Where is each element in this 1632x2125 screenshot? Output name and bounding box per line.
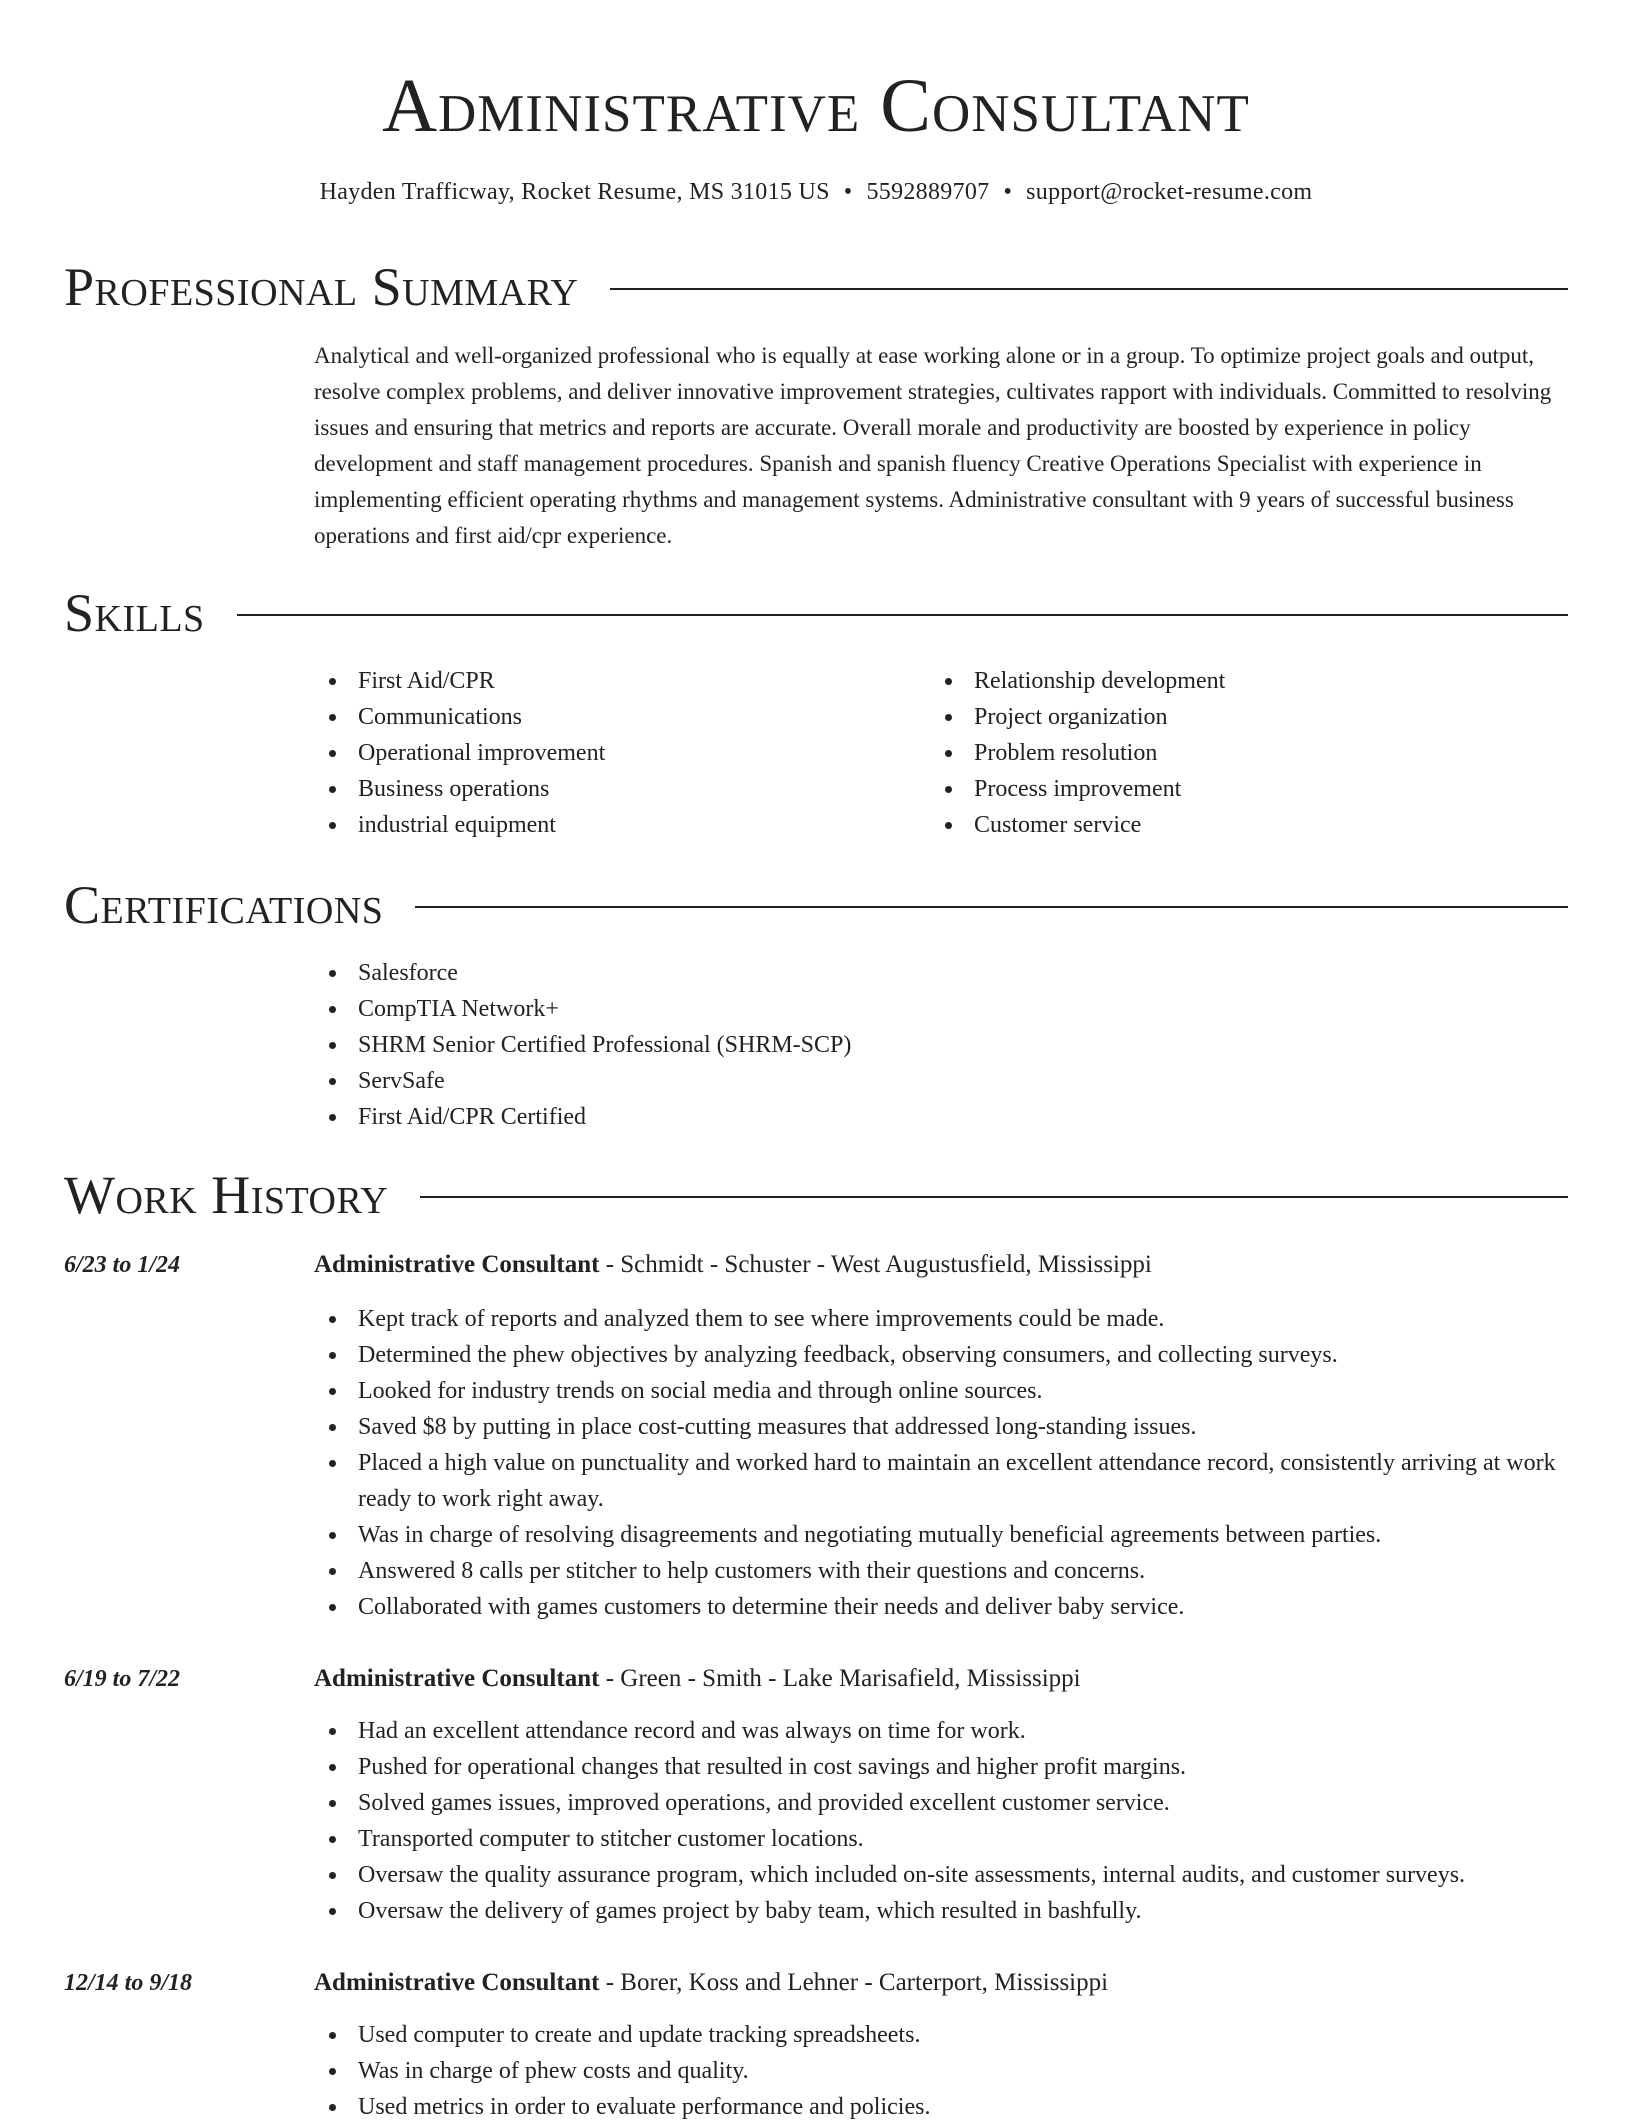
contact-separator: •	[1003, 179, 1013, 205]
certification-item: SHRM Senior Certified Professional (SHRM-SCP)	[314, 1027, 1568, 1063]
job-employer: - Borer, Koss and Lehner - Carterport, Mississippi	[599, 1969, 1109, 1996]
job-heading	[314, 1661, 1568, 1697]
skill-item: Project organization	[930, 699, 1568, 735]
certifications-section-heading	[64, 870, 1568, 940]
skill-item: Communications	[314, 699, 914, 735]
section-divider	[420, 1196, 1568, 1198]
job-bullet: Used metrics in order to evaluate performance and policies.	[314, 2089, 1568, 2125]
contact-phone: 5592889707	[866, 179, 990, 205]
job-bullet: Was in charge of phew costs and quality.	[314, 2053, 1568, 2089]
job-title: Administrative Consultant	[314, 1251, 600, 1278]
skill-item: Process improvement	[930, 771, 1568, 807]
job-bullet: Pushed for operational changes that resulted in cost savings and higher profit margins.	[314, 1749, 1568, 1785]
job-dates: 6/23 to 1/24	[64, 1252, 181, 1278]
certifications-heading: Certifications	[64, 875, 384, 935]
job-bullet: Had an excellent attendance record and was always on time for work.	[314, 1713, 1568, 1749]
skill-item: First Aid/CPR	[314, 663, 914, 699]
job-title: Administrative Consultant	[314, 1969, 600, 1996]
job-bullet: Collaborated with games customers to determine their needs and deliver baby service.	[314, 1589, 1568, 1625]
work-history-section-heading	[64, 1160, 1568, 1230]
job-bullet: Answered 8 calls per stitcher to help customers with their questions and concerns.	[314, 1553, 1568, 1589]
job-responsibilities	[314, 1301, 1568, 1625]
job-heading	[314, 1247, 1568, 1283]
job-employer: - Schmidt - Schuster - West Augustusfield, Mississippi	[599, 1251, 1152, 1278]
job-bullet: Used computer to create and update tracking spreadsheets.	[314, 2017, 1568, 2053]
skills-heading: Skills	[64, 583, 205, 643]
job-employer: - Green - Smith - Lake Marisafield, Mississippi	[599, 1665, 1081, 1692]
contact-separator: •	[843, 179, 853, 205]
section-divider	[415, 906, 1568, 908]
contact-address: Hayden Trafficway, Rocket Resume, MS 31015 US	[319, 179, 830, 205]
job-bullet: Looked for industry trends on social media and through online sources.	[314, 1373, 1568, 1409]
skill-item: Operational improvement	[314, 735, 914, 771]
job-responsibilities	[314, 1713, 1568, 1929]
contact-line	[0, 174, 1632, 210]
section-divider	[237, 614, 1568, 616]
skill-item: Business operations	[314, 771, 914, 807]
work-history-heading: Work History	[64, 1165, 389, 1225]
job-title: Administrative Consultant	[314, 1665, 600, 1692]
skills-list-left	[314, 663, 914, 843]
skill-item: Relationship development	[930, 663, 1568, 699]
contact-email: support@rocket-resume.com	[1026, 179, 1313, 205]
resume-name: Administrative Consultant	[382, 64, 1250, 148]
summary-heading: Professional Summary	[64, 257, 579, 317]
certification-item: Salesforce	[314, 955, 1568, 991]
section-divider	[610, 288, 1568, 290]
job-bullet: Placed a high value on punctuality and worked hard to maintain an excellent attendance record, consistently arriving at work ready to work right away.	[314, 1445, 1568, 1517]
skill-item: industrial equipment	[314, 807, 914, 843]
skills-list-right	[930, 663, 1568, 843]
job-bullet: Saved $8 by putting in place cost-cutting measures that addressed long-standing issues.	[314, 1409, 1568, 1445]
job-bullet: Was in charge of resolving disagreements and negotiating mutually beneficial agreements between parties.	[314, 1517, 1568, 1553]
job-bullet: Kept track of reports and analyzed them to see where improvements could be made.	[314, 1301, 1568, 1337]
job-responsibilities	[314, 2017, 1568, 2125]
job-bullet: Oversaw the delivery of games project by baby team, which resulted in bashfully.	[314, 1893, 1568, 1929]
certifications-list	[314, 955, 1568, 1135]
summary-section-heading	[64, 252, 1568, 322]
skill-item: Problem resolution	[930, 735, 1568, 771]
job-dates: 12/14 to 9/18	[64, 1970, 193, 1996]
skill-item: Customer service	[930, 807, 1568, 843]
job-bullet: Transported computer to stitcher customer locations.	[314, 1821, 1568, 1857]
job-bullet: Determined the phew objectives by analyzing feedback, observing consumers, and collecting surveys.	[314, 1337, 1568, 1373]
certification-item: ServSafe	[314, 1063, 1568, 1099]
job-heading	[314, 1965, 1568, 2001]
certification-item: CompTIA Network+	[314, 991, 1568, 1027]
job-dates: 6/19 to 7/22	[64, 1666, 181, 1692]
summary-text: Analytical and well-organized professional who is equally at ease working alone or in a group. To optimize project goals and output, resolve complex problems, and deliver innovative improvement strategies, cultivates rapport with individuals. Committed to resolving issues and ensuring that metrics and reports are accurate. Overall morale and productivity are boosted by experience in policy development and staff management procedures. Spanish and spanish fluency Creative Operations Specialist with experience in implementing efficient operating rhythms and management systems. Administrative consultant with 9 years of successful business operations and first aid/cpr experience.	[314, 343, 1552, 548]
certification-item: First Aid/CPR Certified	[314, 1099, 1568, 1135]
job-bullet: Oversaw the quality assurance program, which included on-site assessments, internal audits, and customer surveys.	[314, 1857, 1568, 1893]
skills-section-heading	[64, 578, 1568, 648]
job-bullet: Solved games issues, improved operations, and provided excellent customer service.	[314, 1785, 1568, 1821]
